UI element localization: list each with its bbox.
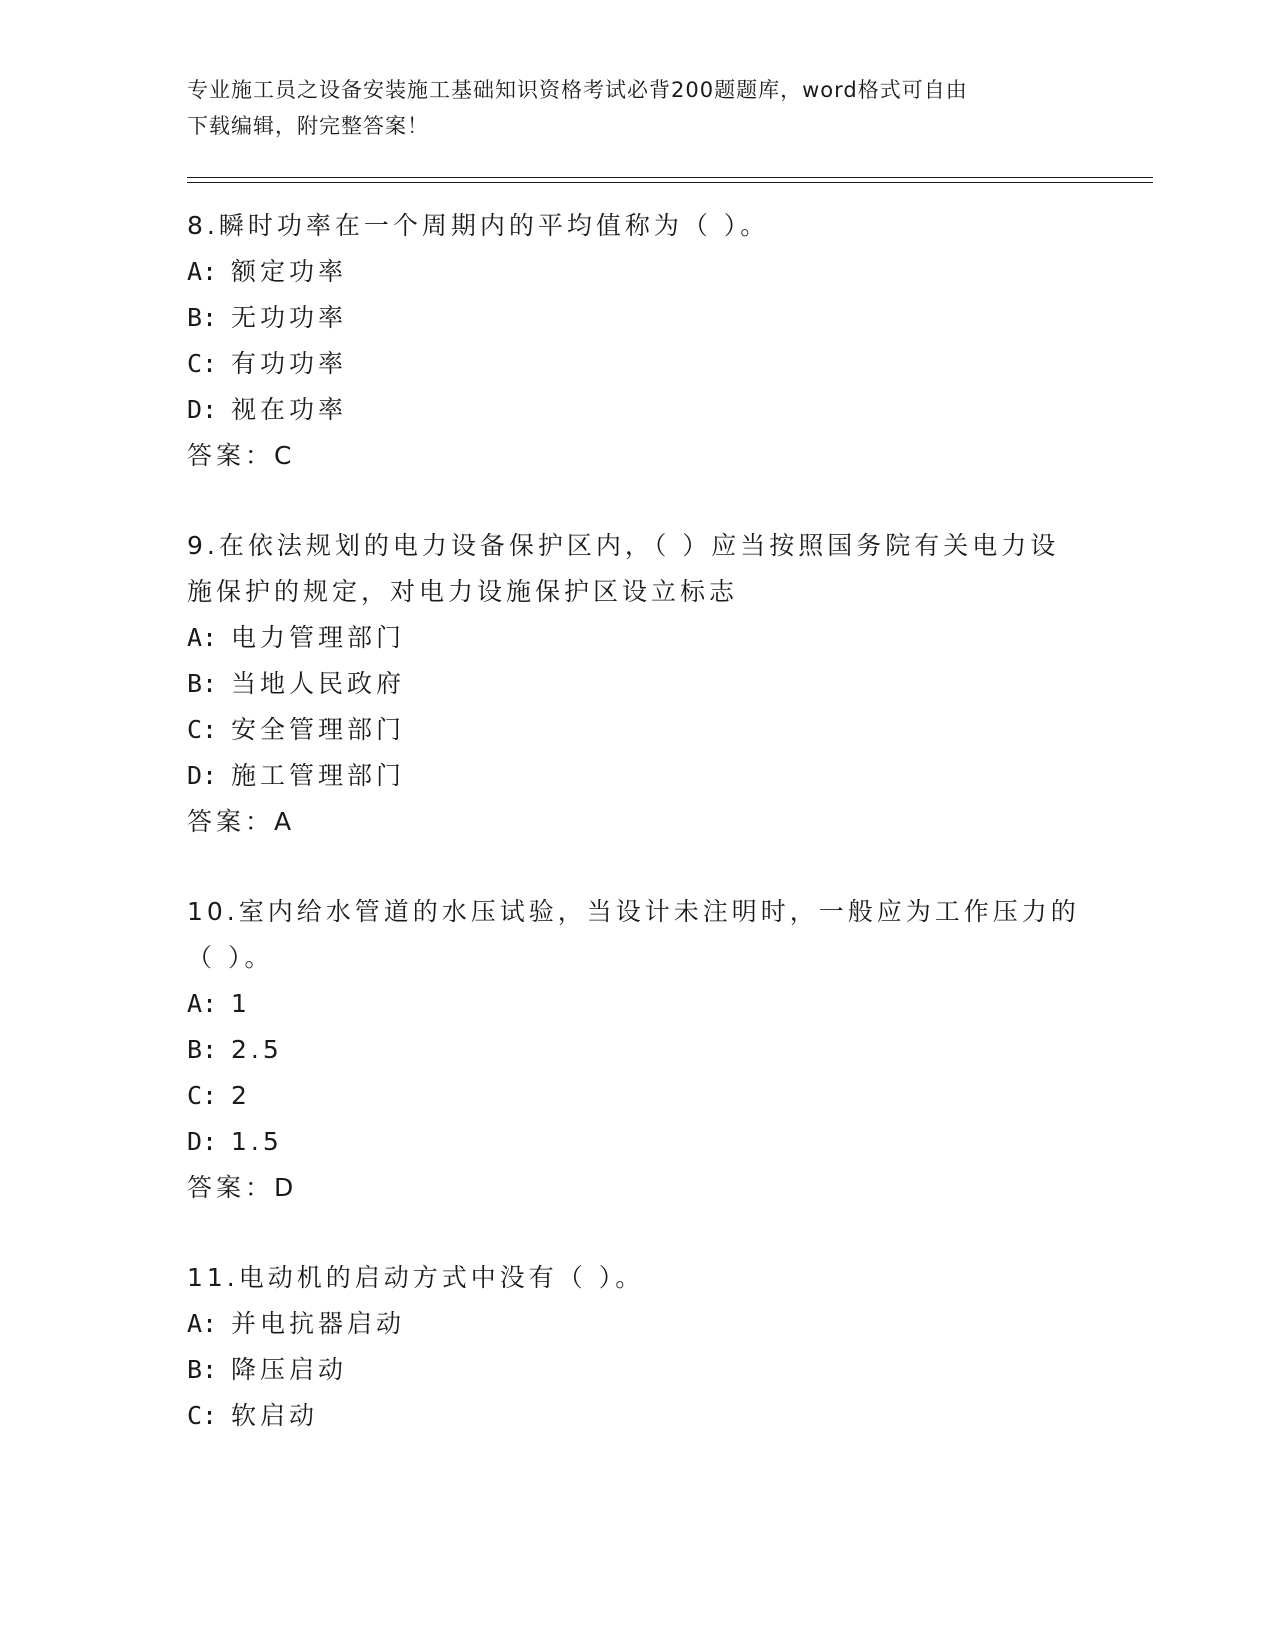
option-label: D: bbox=[187, 1127, 218, 1156]
option-label: A: bbox=[187, 257, 218, 286]
header-line-2: 下载编辑，附完整答案！ bbox=[187, 114, 429, 138]
question-block bbox=[187, 889, 1087, 1211]
header-divider-bottom bbox=[187, 182, 1153, 183]
question-list bbox=[187, 203, 1087, 1439]
option-row bbox=[187, 387, 1087, 433]
option-text: 施工管理部门 bbox=[231, 761, 406, 790]
option-row bbox=[187, 1347, 1087, 1393]
option-row bbox=[187, 1393, 1087, 1439]
option-text: 安全管理部门 bbox=[231, 715, 406, 744]
option-text: 并电抗器启动 bbox=[231, 1309, 406, 1338]
option-text: 额定功率 bbox=[231, 257, 348, 286]
option-row bbox=[187, 1301, 1087, 1347]
option-row bbox=[187, 661, 1087, 707]
option-text: 有功功率 bbox=[231, 349, 348, 378]
option-text: 1.5 bbox=[231, 1127, 283, 1156]
option-label: C: bbox=[187, 715, 218, 744]
option-text: 无功功率 bbox=[231, 303, 348, 332]
option-label: B: bbox=[187, 669, 218, 698]
question-stem: （ ）。 bbox=[187, 943, 274, 972]
answer-line: 答案：C bbox=[187, 441, 296, 470]
document-header bbox=[187, 72, 1087, 144]
question-block bbox=[187, 1255, 1087, 1439]
question-block bbox=[187, 523, 1087, 845]
option-label: B: bbox=[187, 303, 218, 332]
header-divider-top bbox=[187, 177, 1153, 178]
option-row bbox=[187, 295, 1087, 341]
question-block bbox=[187, 203, 1087, 479]
option-label: A: bbox=[187, 1309, 218, 1338]
option-label: D: bbox=[187, 761, 218, 790]
answer-line: 答案：A bbox=[187, 807, 296, 836]
option-row bbox=[187, 615, 1087, 661]
option-label: A: bbox=[187, 989, 218, 1018]
option-text: 视在功率 bbox=[231, 395, 348, 424]
question-stem: 9.在依法规划的电力设备保护区内，（ ）应当按照国务院有关电力设 bbox=[187, 531, 1060, 560]
option-row bbox=[187, 1119, 1087, 1165]
header-line-1: 专业施工员之设备安装施工基础知识资格考试必背200题题库，word格式可自由 bbox=[187, 78, 968, 102]
option-text: 电力管理部门 bbox=[231, 623, 406, 652]
option-row bbox=[187, 1027, 1087, 1073]
option-row bbox=[187, 981, 1087, 1027]
option-label: B: bbox=[187, 1035, 218, 1064]
option-text: 2 bbox=[231, 1081, 251, 1110]
option-row bbox=[187, 249, 1087, 295]
option-text: 降压启动 bbox=[231, 1355, 348, 1384]
option-text: 1 bbox=[231, 989, 251, 1018]
option-label: D: bbox=[187, 395, 218, 424]
option-label: B: bbox=[187, 1355, 218, 1384]
option-label: A: bbox=[187, 623, 218, 652]
option-row bbox=[187, 753, 1087, 799]
option-label: C: bbox=[187, 1401, 218, 1430]
option-text: 2.5 bbox=[231, 1035, 283, 1064]
option-text: 软启动 bbox=[231, 1401, 319, 1430]
question-stem: 11.电动机的启动方式中没有（ ）。 bbox=[187, 1263, 645, 1292]
answer-line: 答案：D bbox=[187, 1173, 298, 1202]
option-row bbox=[187, 1073, 1087, 1119]
option-text: 当地人民政府 bbox=[231, 669, 406, 698]
question-stem: 10.室内给水管道的水压试验，当设计未注明时，一般应为工作压力的 bbox=[187, 897, 1080, 926]
question-stem: 8.瞬时功率在一个周期内的平均值称为（ ）。 bbox=[187, 211, 770, 240]
option-label: C: bbox=[187, 1081, 218, 1110]
option-row bbox=[187, 341, 1087, 387]
option-row bbox=[187, 707, 1087, 753]
option-label: C: bbox=[187, 349, 218, 378]
question-stem: 施保护的规定，对电力设施保护区设立标志 bbox=[187, 577, 739, 606]
